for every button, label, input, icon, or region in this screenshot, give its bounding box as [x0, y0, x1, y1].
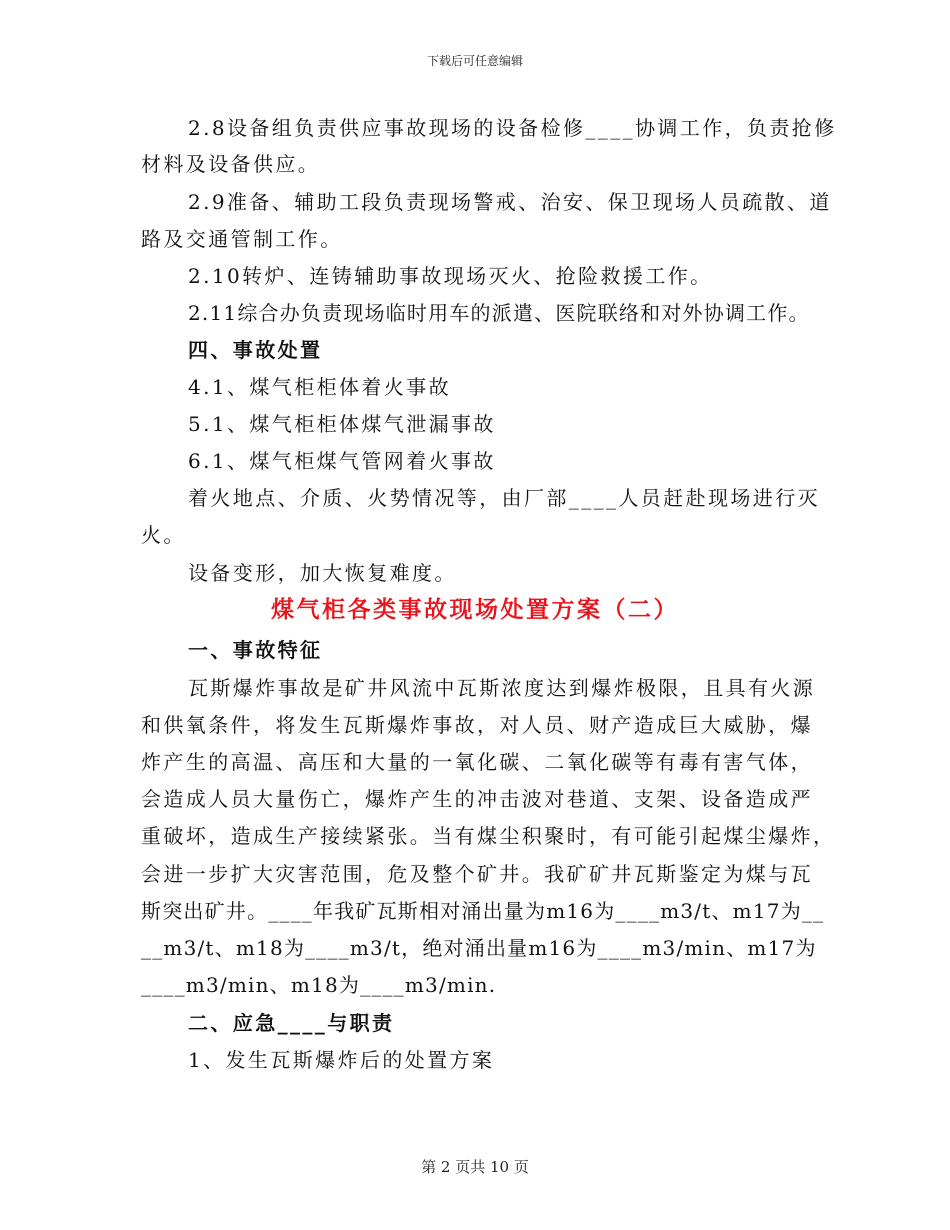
paragraph-line-deform: 设备变形，加大恢复难度。 [188, 561, 457, 585]
paragraph-line-fire: 着火地点、介质、火势情况等，由厂部____人员赶赴现场进行灭 [188, 486, 820, 510]
paragraph-line-fire-cont: 火。 [141, 523, 186, 547]
item-6-1: 6.1、煤气柜煤气管网着火事故 [188, 449, 496, 473]
section-heading-4: 四、事故处置 [188, 338, 323, 362]
item-4-1: 4.1、煤气柜柜体着火事故 [188, 375, 452, 399]
paragraph-line-5: 重破坏，造成生产接续紧张。当有煤尘积聚时，有可能引起煤尘爆炸， [141, 824, 836, 848]
item-1: 1、发生瓦斯爆炸后的处置方案 [188, 1048, 495, 1072]
paragraph-line-2-11: 2.11综合办负责现场临时用车的派遣、医院联络和对外协调工作。 [188, 301, 810, 325]
paragraph-line-8: __m3/t、m18为____m3/t，绝对涌出量m16为____m3/min、m17为 [141, 936, 817, 960]
section-heading-2: 二、应急____与职责 [188, 1011, 395, 1035]
paragraph-line-6: 会进一步扩大灾害范围，危及整个矿井。我矿矿井瓦斯鉴定为煤与瓦 [141, 862, 813, 886]
paragraph-line-2-8: 2.8设备组负责供应事故现场的设备检修____协调工作，负责抢修 [188, 116, 837, 140]
page-header-note: 下载后可任意编辑 [426, 54, 523, 68]
section-heading-1: 一、事故特征 [188, 638, 323, 662]
paragraph-line-2-9: 2.9准备、辅助工段负责现场警戒、治安、保卫现场人员疏散、道 [188, 190, 832, 214]
paragraph-line-9: ____m3/min、m18为____m3/min. [141, 973, 497, 997]
item-5-1: 5.1、煤气柜柜体煤气泄漏事故 [188, 412, 496, 436]
paragraph-line-7: 斯突出矿井。____年我矿瓦斯相对涌出量为m16为____m3/t、m17为__ [141, 899, 825, 923]
paragraph-line-1: 瓦斯爆炸事故是矿井风流中瓦斯浓度达到爆炸极限，且具有火源 [188, 676, 816, 700]
page-footer-number: 第 2 页共 10 页 [421, 1158, 529, 1176]
paragraph-line-2-9-cont: 路及交通管制工作。 [141, 227, 343, 251]
document-title: 煤气柜各类事故现场处置方案（二） [271, 596, 679, 623]
paragraph-line-2-8-cont: 材料及设备供应。 [141, 152, 321, 176]
paragraph-line-2: 和供氧条件，将发生瓦斯爆炸事故，对人员、财产造成巨大威胁，爆 [141, 713, 813, 737]
paragraph-line-4: 会造成人员大量伤亡，爆炸产生的冲击波对巷道、支架、设备造成严 [141, 787, 813, 811]
paragraph-line-3: 炸产生的高温、高压和大量的一氧化碳、二氧化碳等有毒有害气体， [141, 750, 813, 774]
paragraph-line-2-10: 2.10转炉、连铸辅助事故现场灭火、抢险救援工作。 [188, 264, 713, 288]
